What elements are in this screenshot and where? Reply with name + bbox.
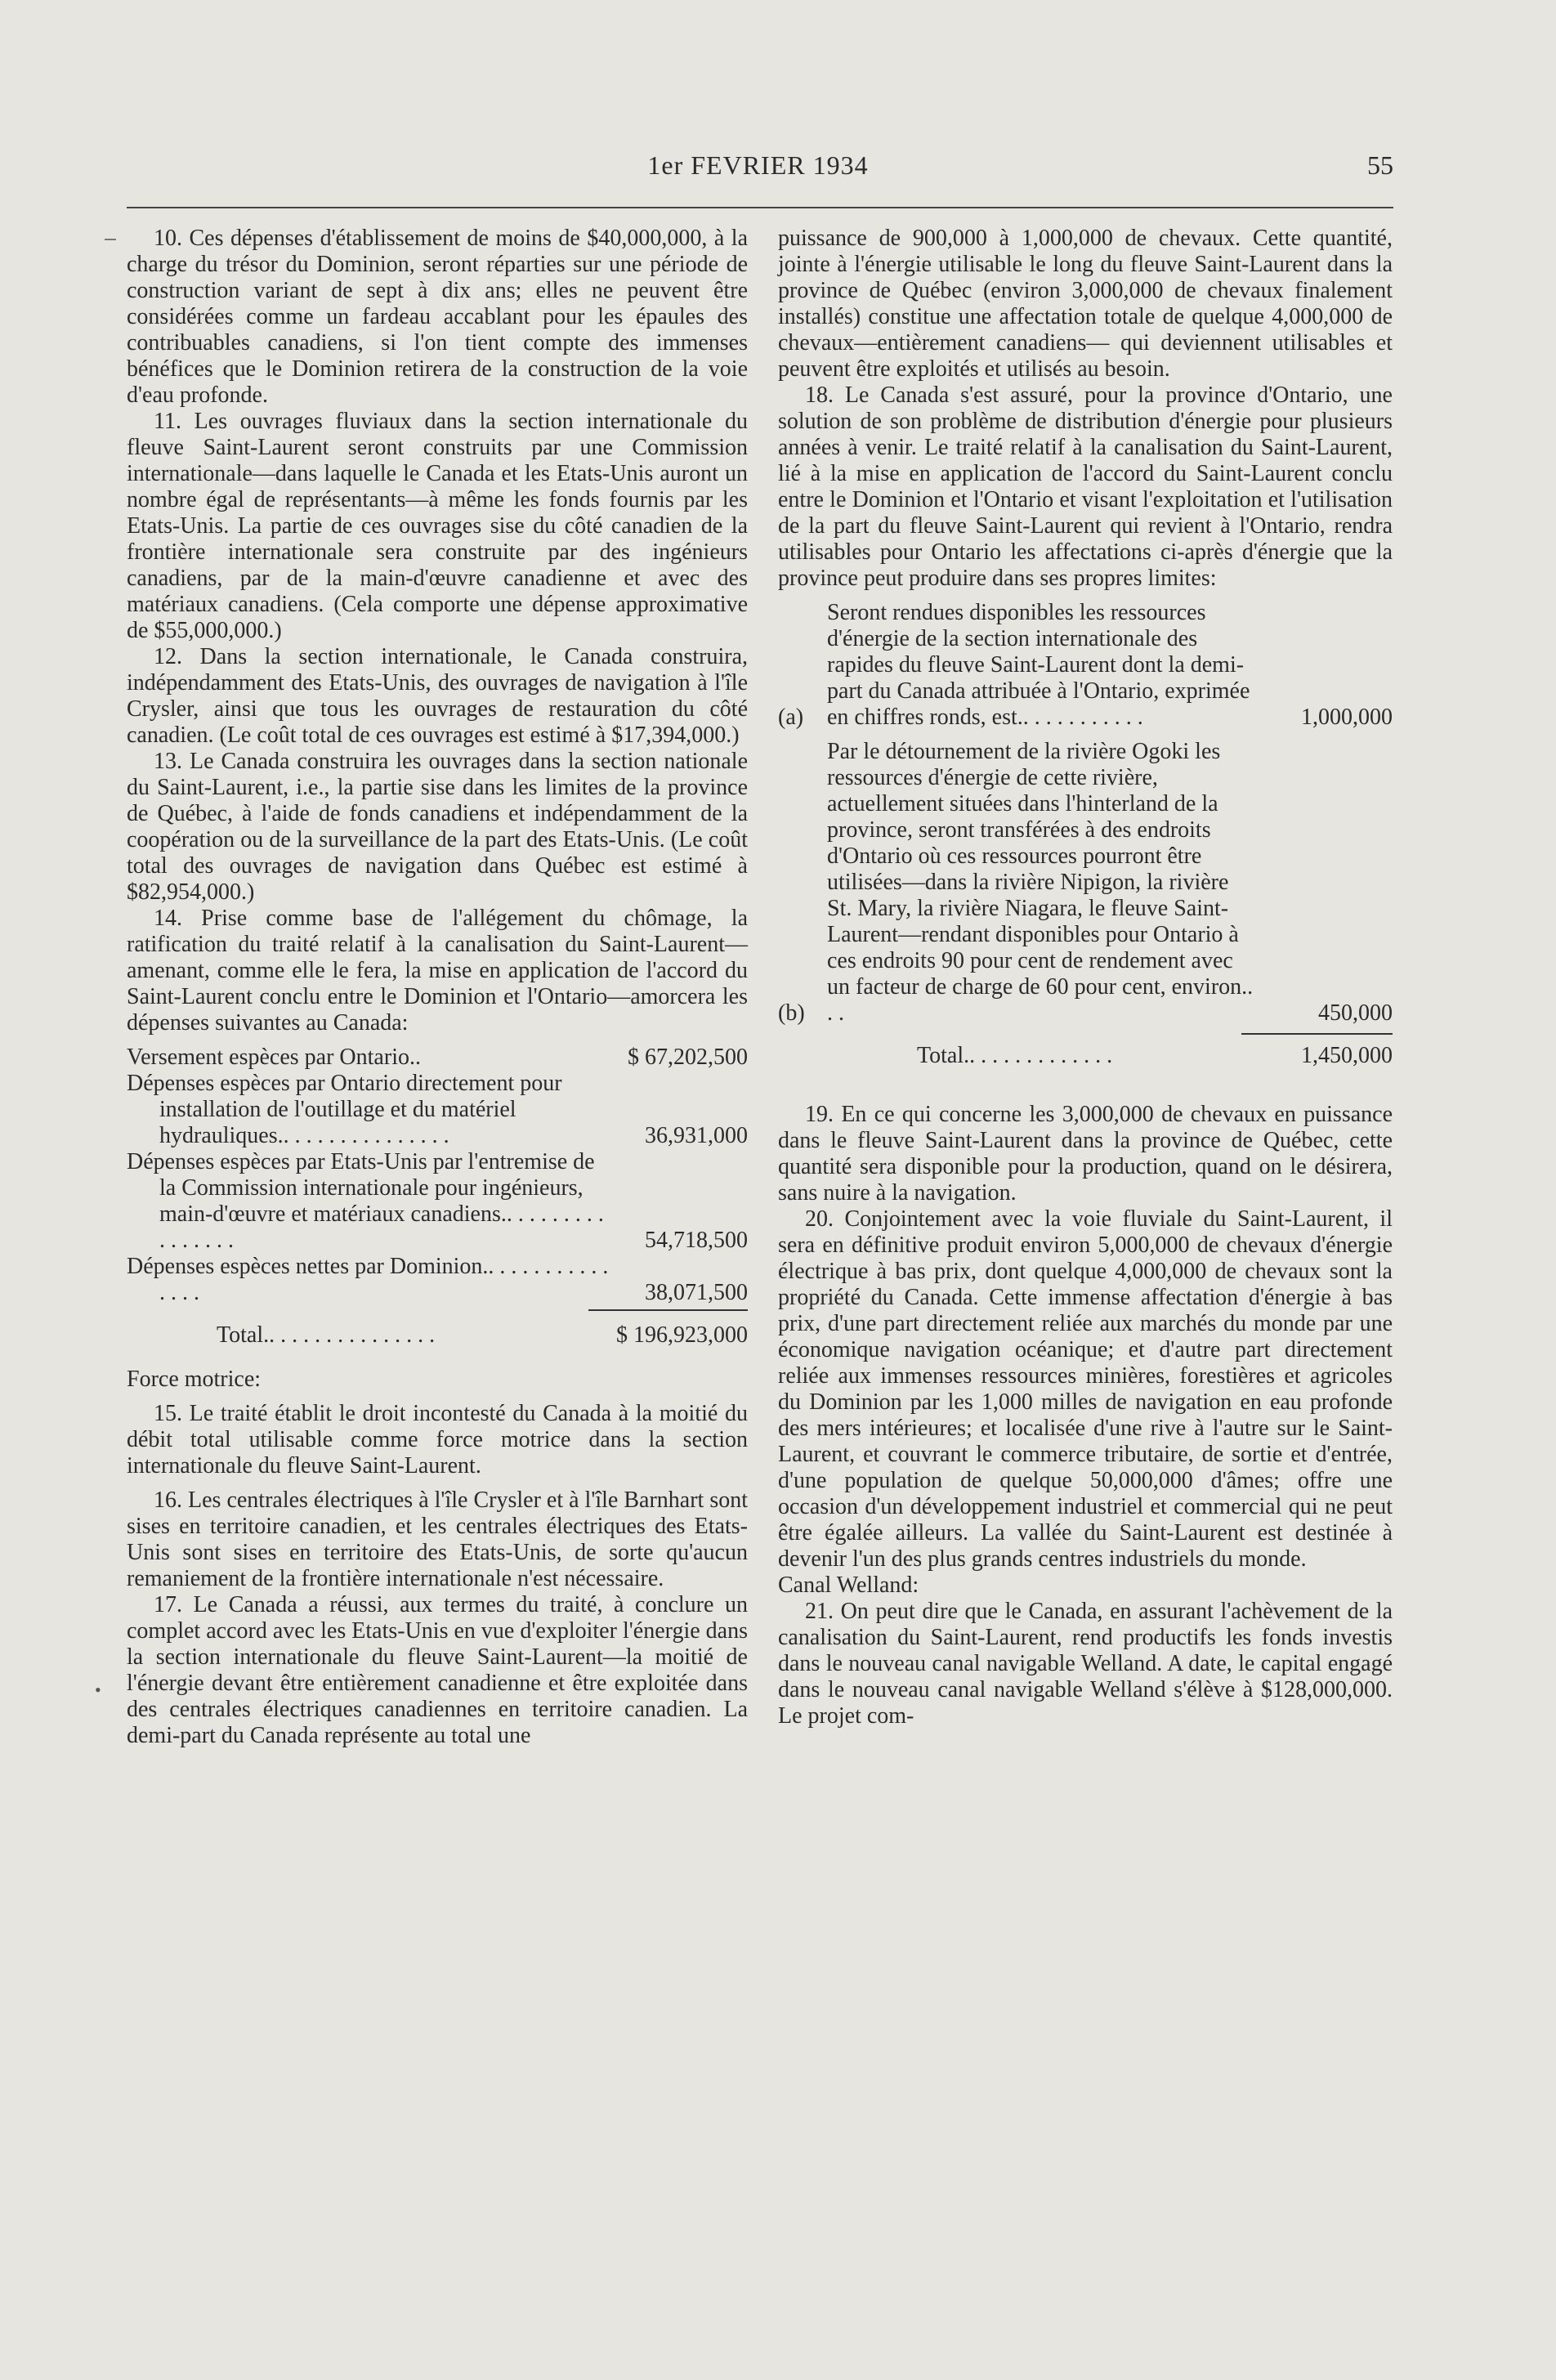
paragraph-14: 14. Prise comme base de l'allégement du chômage, la ratification du traité relatif à la canalisation du Saint-Laurent—amenant, comme elle le fera, la mise en application de l'accord du Saint-Laurent conclu entre le Dominion et l'Ontario—amorcera les dépenses suivantes au Canada: <box>127 906 748 1036</box>
paragraph-17: 17. Le Canada a réussi, aux termes du traité, à conclure un complet accord avec les Etats-Unis en vue d'exploiter l'énergie dans la section internationale du fleuve Saint-Laurent—la moitié de l'énergie devant être entièrement canadienne et être exploitée dans des centrales électriques canadiennes en territoire canadien. La demi-part du Canada représente au total une <box>127 1592 748 1748</box>
header-rule <box>127 207 1393 208</box>
total-amount: 1,450,000 <box>1301 1043 1393 1068</box>
item-tag: (b) <box>778 1000 805 1026</box>
page-header <box>123 147 1393 188</box>
paragraph-21: 21. On peut dire que le Canada, en assurant l'achèvement de la canalisation du Saint-Laurent, rend productifs les fonds investis dans le nouveau canal navigable Welland. A date, le capital engagé dans le nouveau canal navigable Welland s'élève à $128,000,000. Le projet com- <box>778 1599 1393 1729</box>
item-tag: (a) <box>778 705 804 730</box>
item-amount: 1,000,000 <box>1301 705 1393 730</box>
energy-item <box>778 600 1393 731</box>
paragraph-19: 19. En ce qui concerne les 3,000,000 de chevaux en puissance dans le fleuve Saint-Laurent dans la province de Québec, cette quantité sera disponible pour la production, quand on le désirera, sans nuire à la navigation. <box>778 1102 1393 1206</box>
item-label: Par le détournement de la rivière Ogoki les ressources d'énergie de cette rivière, actuellement situées dans l'hinterland de la province, seront transférées à des endroits d'Ontario où ces ressources pourront être utilisées—dans la rivière Nipigon, la rivière St. Mary, la rivière Niagara, le fleuve Saint-Laurent—rendant disponibles pour Ontario à ces endroits 90 pour cent de rendement avec un facteur de charge de 60 pour cent, environ.. . . <box>827 739 1254 1026</box>
total-amount: $ 196,923,000 <box>616 1322 748 1348</box>
expense-total-row <box>127 1322 748 1349</box>
paragraph-11: 11. Les ouvrages fluviaux dans la section internationale du fleuve Saint-Laurent seront construits par une Commission internationale—dans laquelle le Canada et les Etats-Unis auront un nombre égal de représentants—à même les fonds fournis par les Etats-Unis. La partie de ces ouvrages sise du côté canadien de la frontière internationale sera construite par des ingénieurs canadiens, par de la main-d'œuvre canadienne et avec des matériaux canadiens. (Cela comporte une dépense approximative de $55,000,000.) <box>127 409 748 643</box>
page-number: 55 <box>1367 150 1393 180</box>
item-amount: 450,000 <box>1318 1000 1393 1026</box>
margin-bullet: • <box>95 1680 101 1700</box>
left-column <box>127 226 748 1749</box>
sum-rule <box>588 1309 748 1311</box>
header-date: 1er FEVRIER 1934 <box>647 150 869 180</box>
item-label: Seront rendues disponibles les ressources d'énergie de la section internationale des rapides du fleuve Saint-Laurent dont la demi-part du Canada attribuée à l'Ontario, exprimée en chiffres ronds, est.. . . . . . . . . . . <box>827 600 1250 730</box>
total-label: Total.. . . . . . . . . . . . . <box>917 1043 1113 1068</box>
right-column <box>778 226 1393 1729</box>
expense-amount: 36,931,000 <box>645 1123 748 1148</box>
expense-label: Dépenses espèces nettes par Dominion.. . . . . . . . . . . . . . . <box>127 1254 609 1305</box>
energy-table <box>778 600 1393 1069</box>
expenses-table <box>127 1045 748 1349</box>
paragraph-18: 18. Le Canada s'est assuré, pour la province d'Ontario, une solution de son problème de distribution d'énergie pour plusieurs années à venir. Le traité relatif à la canalisation du Saint-Laurent, lié à la mise en application de l'accord du Saint-Laurent conclu entre le Dominion et l'Ontario et visant l'exploitation et l'utilisation de la part du fleuve Saint-Laurent qui revient à l'Ontario, rendra utilisables pour Ontario les affectations ci-après d'énergie que la province peut produire dans ses propres limites: <box>778 382 1393 591</box>
section-heading-force-motrice: Force motrice: <box>127 1367 262 1392</box>
paragraph-13: 13. Le Canada construira les ouvrages dans la section nationale du Saint-Laurent, i.e., la partie sise dans les limites de la province de Québec, à l'aide de fonds canadiens et indépendamment de la coopération ou de la surveillance de la part des Etats-Unis. (Le coût total des ouvrages de navigation dans Québec est estimé à $82,954,000.) <box>127 749 748 905</box>
expense-amount: 38,071,500 <box>645 1280 748 1305</box>
margin-mark <box>105 239 116 240</box>
paragraph-17-continued: puissance de 900,000 à 1,000,000 de chevaux. Cette quantité, jointe à l'énergie utilisable le long du fleuve Saint-Laurent dans la province de Québec (environ 3,000,000 de chevaux finalement installés) constitue une affectation totale de quelque 4,000,000 de chevaux—entièrement canadiens— qui deviennent utilisables et peuvent être exploités et utilisés au besoin. <box>778 226 1393 382</box>
sum-rule <box>1241 1033 1393 1035</box>
energy-total-row <box>778 1043 1393 1069</box>
expense-label: Dépenses espèces par Etats-Unis par l'entremise de la Commission internationale pour ingénieurs, main-d'œuvre et matériaux canadiens.. . . . . . . . . . . . . . . . <box>127 1149 604 1253</box>
expense-amount: $ 67,202,500 <box>628 1045 748 1070</box>
energy-item <box>778 739 1393 1027</box>
expense-label: Versement espèces par Ontario.. <box>127 1045 421 1070</box>
expense-row <box>127 1071 748 1149</box>
paragraph-15: 15. Le traité établit le droit incontesté du Canada à la moitié du débit total utilisable comme force motrice dans la section internationale du fleuve Saint-Laurent. <box>127 1401 748 1479</box>
paragraph-12: 12. Dans la section internationale, le Canada construira, indépendamment des Etats-Unis, des ouvrages de navigation à l'île Crysler, ainsi que tous les ouvrages de restauration du côté canadien. (Le coût total de ces ouvrages est estimé à $17,394,000.) <box>127 644 748 748</box>
total-label: Total.. . . . . . . . . . . . . . . <box>217 1322 436 1348</box>
expense-row <box>127 1045 748 1071</box>
expense-row <box>127 1149 748 1254</box>
paragraph-10: 10. Ces dépenses d'établissement de moins de $40,000,000, à la charge du trésor du Dominion, seront réparties sur une période de construction variant de sept à dix ans; elles ne peuvent être considérées comme un fardeau accablant pour les épaules des contribuables canadiens, si l'on tient compte des immenses bénéfices que le Dominion retirera de la construction de la voie d'eau profonde. <box>127 226 748 408</box>
section-heading-canal-welland: Canal Welland: <box>778 1572 919 1598</box>
expense-amount: 54,718,500 <box>645 1228 748 1253</box>
paragraph-20: 20. Conjointement avec la voie fluviale du Saint-Laurent, il sera en définitive produit environ 5,000,000 de chevaux d'énergie électrique à bas prix, dont quelque 4,000,000 de chevaux sont la propriété du Canada. Cette immense affectation d'énergie à bas prix, d'une part directement reliée aux marchés du monde par une économique navigation océanique; et d'autre part directement reliée aux immenses ressources minières, forestières et agricoles du Dominion par les 1,000 milles de navigation en eau profonde des mers intérieures; et localisée d'une rive à l'autre sur le Saint-Laurent, et couvrant le commerce tributaire, de sortie et d'entrée, d'une population de quelque 50,000,000 d'âmes; offre une occasion d'un développement industriel et commercial qui ne peut être égalée ailleurs. La vallée du Saint-Laurent est destinée à devenir l'un des plus grands centres industriels du monde. <box>778 1206 1393 1572</box>
paragraph-16: 16. Les centrales électriques à l'île Crysler et à l'île Barnhart sont sises en territoire canadien, et les centrales électriques des Etats-Unis sont sises en territoire des Etats-Unis, de sorte qu'aucun remaniement de la frontière internationale n'est nécessaire. <box>127 1488 748 1591</box>
expense-label: Dépenses espèces par Ontario directement pour installation de l'outillage et du matériel hydrauliques.. . . . . . . . . . . . . . . <box>127 1071 562 1148</box>
expense-row <box>127 1254 748 1306</box>
